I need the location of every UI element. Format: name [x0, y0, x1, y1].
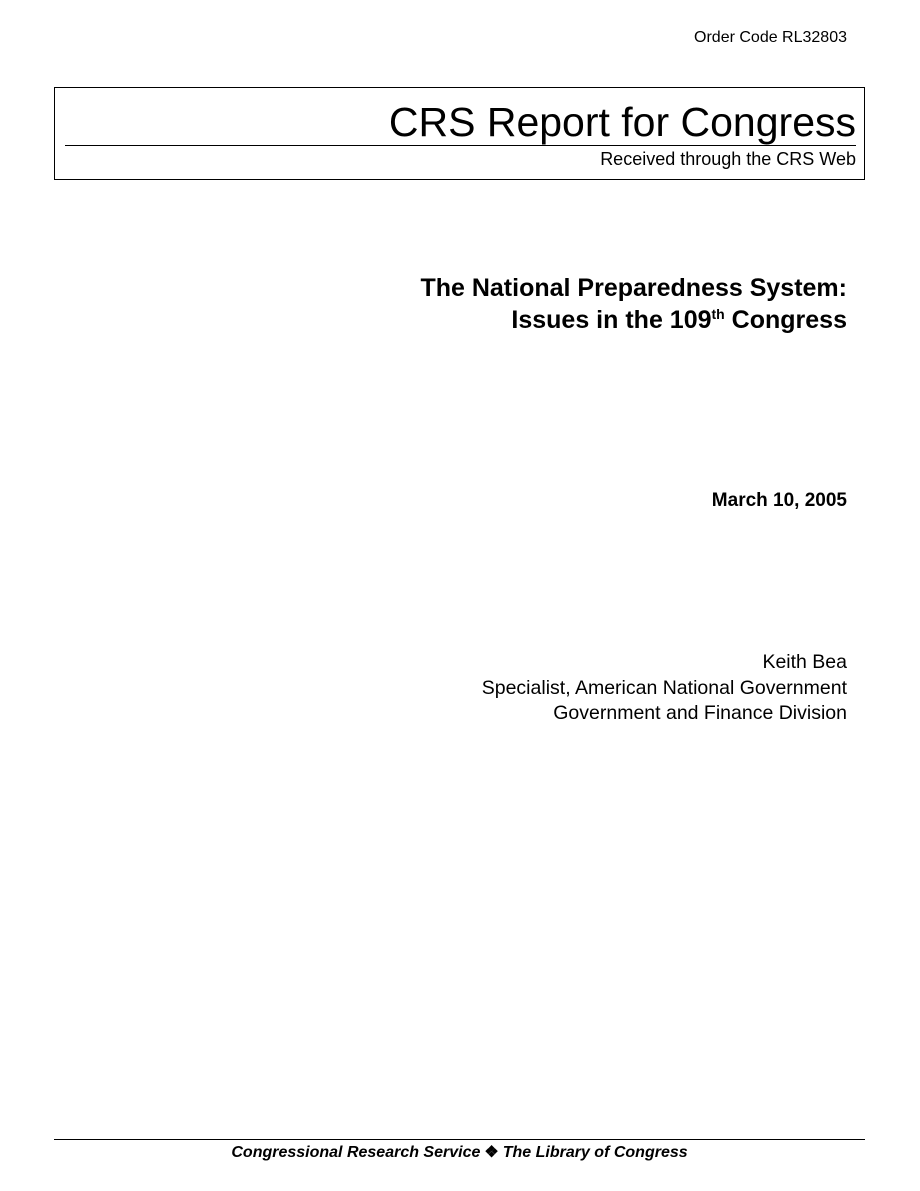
author-name: Keith Bea — [762, 651, 847, 673]
report-date: March 10, 2005 — [711, 490, 847, 511]
author-division: Government and Finance Division — [553, 702, 847, 724]
report-title-line-2 — [420, 304, 847, 336]
title-line-2-suffix: Congress — [724, 306, 847, 334]
footer-right-text: The Library of Congress — [502, 1144, 688, 1161]
order-code: Order Code RL32803 — [694, 29, 847, 46]
header-divider — [65, 145, 856, 146]
report-header-subtitle: Received through the CRS Web — [600, 149, 856, 169]
footer-divider — [54, 1139, 865, 1140]
ordinal-suffix: th — [711, 305, 725, 322]
title-line-2-prefix: Issues in the 109 — [511, 306, 712, 334]
diamond-separator-icon: ❖ — [484, 1144, 499, 1161]
author-position: Specialist, American National Government — [481, 676, 847, 699]
report-title-line-1: The National Preparedness System: — [420, 274, 847, 302]
report-header-box — [54, 87, 865, 180]
report-header-title: CRS Report for Congress — [388, 99, 856, 145]
author-block — [482, 650, 847, 727]
footer-left-text: Congressional Research Service — [231, 1144, 481, 1161]
footer — [54, 1143, 865, 1163]
report-title — [420, 272, 847, 336]
